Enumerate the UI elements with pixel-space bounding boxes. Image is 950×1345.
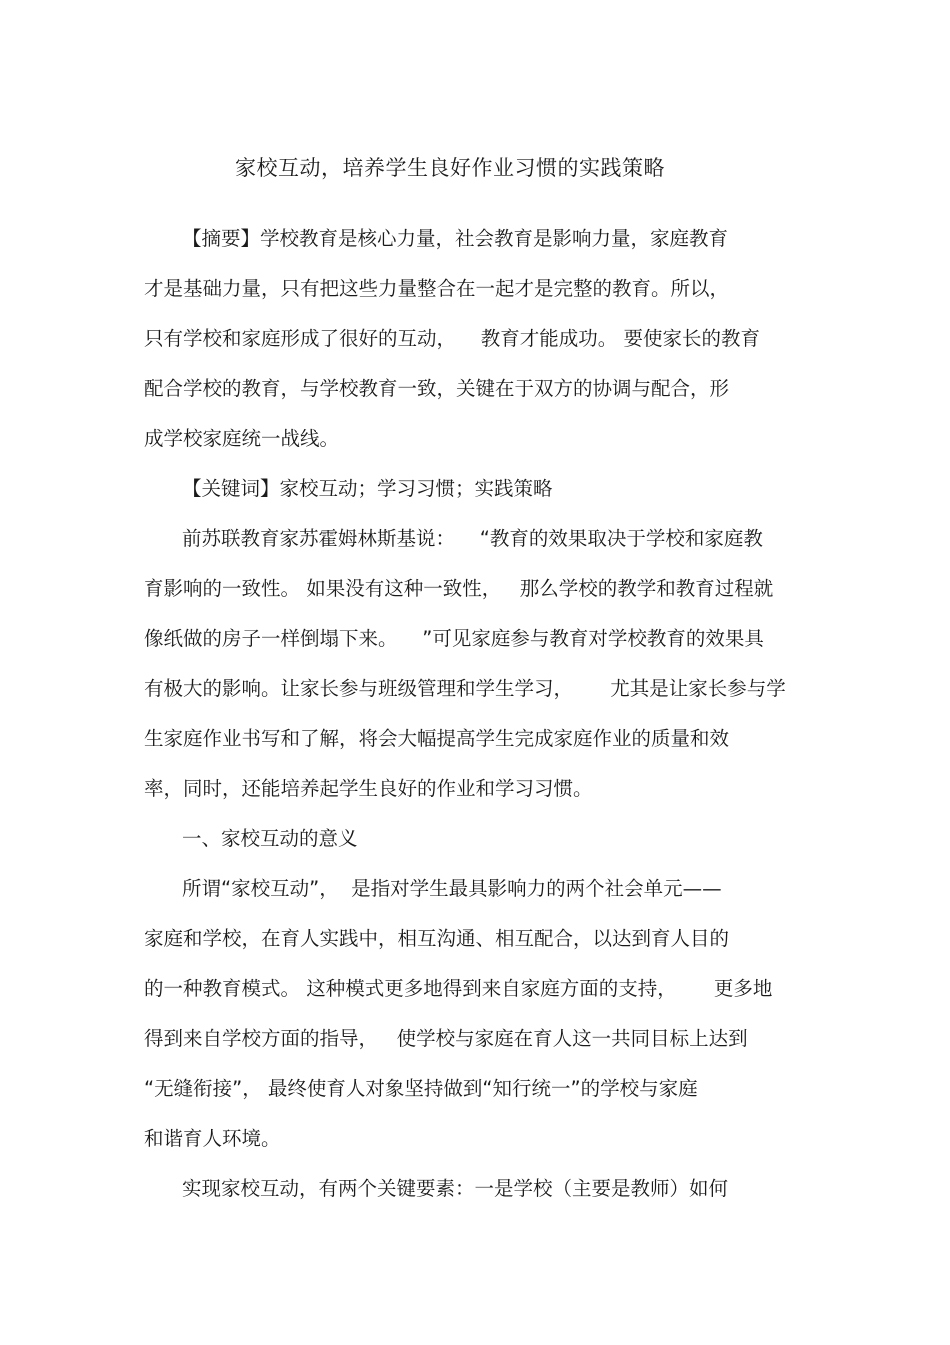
abstract-line-4: 配合学校的教育，与学校教育一致，关键在于双方的协调与配合，形 <box>144 377 730 400</box>
paragraph-line: 率，同时，还能培养起学生良好的作业和学习习惯。 <box>144 777 593 800</box>
document-title: 家校互动，培养学生良好作业习惯的实践策略 <box>235 156 665 180</box>
paragraph-line: 家庭和学校，在育人实践中，相互沟通、相互配合，以达到育人目的 <box>144 927 730 950</box>
paragraph-line: 育影响的一致性。 如果没有这种一致性， 那么学校的教学和教育过程就 <box>144 577 774 600</box>
paragraph-line: 的一种教育模式。 这种模式更多地得到来自家庭方面的支持， 更多地 <box>144 977 773 1000</box>
abstract-line-3: 只有学校和家庭形成了很好的互动， 教育才能成功。 要使家长的教育 <box>144 327 760 350</box>
section-heading: 一、家校互动的意义 <box>182 827 358 850</box>
abstract-line-2: 才是基础力量，只有把这些力量整合在一起才是完整的教育。所以， <box>144 277 730 300</box>
abstract-line-5: 成学校家庭统一战线。 <box>144 427 340 450</box>
paragraph-line: 得到来自学校方面的指导， 使学校与家庭在育人这一共同目标上达到 <box>144 1027 748 1050</box>
keywords-line: 【关键词】家校互动；学习习惯；实践策略 <box>182 477 553 500</box>
paragraph-line: 前苏联教育家苏霍姆林斯基说： “教育的效果取决于学校和家庭教 <box>182 527 763 550</box>
paragraph-line: “无缝衔接”， 最终使育人对象坚持做到“知行统一”的学校与家庭 <box>144 1077 698 1100</box>
paragraph-line: 和谐育人环境。 <box>144 1127 281 1150</box>
paragraph-line: 所谓“家校互动”， 是指对学生最具影响力的两个社会单元—— <box>182 877 722 900</box>
paragraph-line: 有极大的影响。让家长参与班级管理和学生学习， 尤其是让家长参与学 <box>144 677 786 700</box>
abstract-line-1: 【摘要】学校教育是核心力量，社会教育是影响力量，家庭教育 <box>182 227 729 250</box>
paragraph-line: 像纸做的房子一样倒塌下来。 ”可见家庭参与教育对学校教育的效果具 <box>144 627 764 650</box>
paragraph-line: 实现家校互动，有两个关键要素：一是学校（主要是教师）如何 <box>182 1177 729 1200</box>
paragraph-line: 生家庭作业书写和了解，将会大幅提高学生完成家庭作业的质量和效 <box>144 727 730 750</box>
